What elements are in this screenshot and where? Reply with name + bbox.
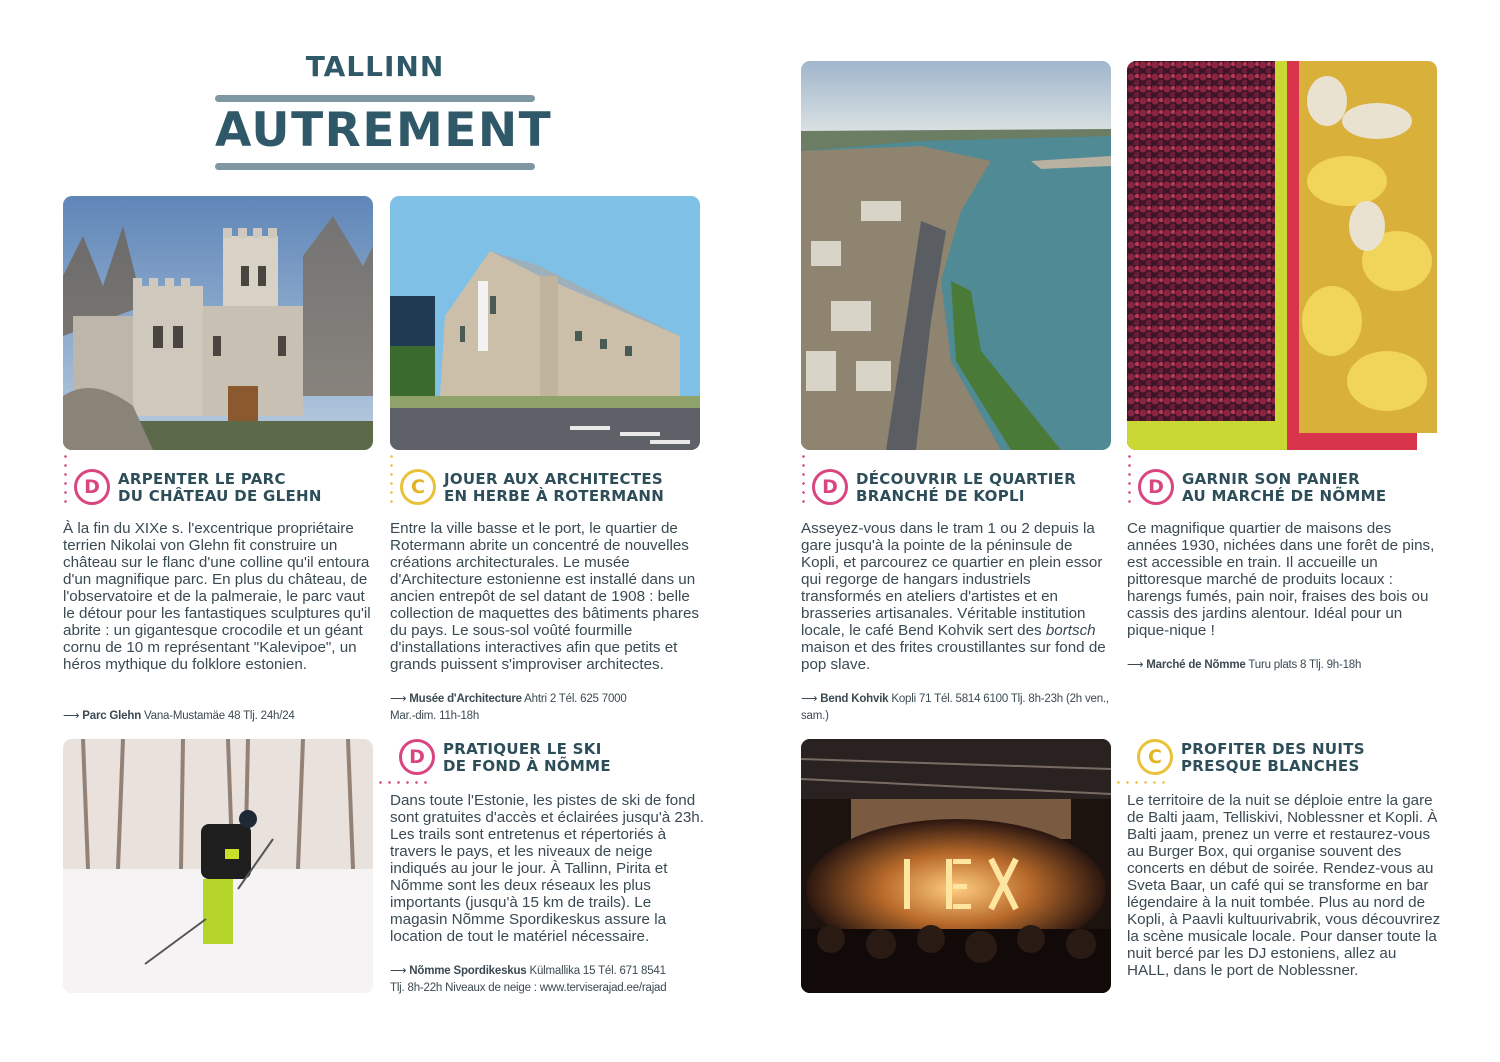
card-body-glehn: À la fin du XIXe s. l'excentrique propriétaire terrien Nikolai von Glehn fit construire un château sur le flanc d'une colline qu'il entoura d'un magnifique parc. En plus du château, de l'observatoire et de la palmeraie, le parc vaut le détour pour les fantastiques sculptures qu'il abrite : un gigantesque crocodile et un géant cornu de 10 m représentant "Kalevipoe", un héros mythique du folklore estonien.	[63, 520, 371, 673]
berries-mushrooms-photo	[1127, 61, 1437, 450]
page-title: AUTREMENT	[215, 103, 553, 158]
dotted-connector	[390, 452, 393, 504]
dotted-connector	[1114, 781, 1166, 784]
card-info-market	[1127, 657, 1439, 674]
rating-badge-c: C	[1137, 739, 1173, 775]
title-rule-top	[215, 95, 535, 102]
card-body-nights: Le territoire de la nuit se déploie entre la gare de Balti jaam, Telliskivi, Noblessner et Kopli. À Balti jaam, prenez un verre et restaurez-vous au Burger Box, qui organise souvent des concerts en début de soirée. Rendez-vous au Sveta Baar, un café qui se transforme en bar légendaire à la nuit tombée. Plus au nord de Kopli, à Paavli kultuurivabrik, vous découvrirez la scène musicale locale. Pour danser toute la nuit bercé par les DJ estoniens, allez au HALL, dans le port de Noblessner.	[1127, 792, 1441, 979]
rating-badge-d: D	[74, 469, 110, 505]
card-body-ski: Dans toute l'Estonie, les pistes de ski de fond sont gratuites d'accès et éclairées jusqu'à 23h. Les trails sont entretenus et répertoriés à travers le pays, et les niveaux de neige indiqués au jour le jour. À Tallinn, Pirita et Nõmme sont les deux réseaux les plus importants (jusqu'à 15 km de trails). Le magasin Nõmme Spordikeskus assure la location de tout le matériel nécessaire.	[390, 792, 704, 945]
card-heading-rotermann	[400, 469, 710, 505]
dotted-connector	[1128, 452, 1131, 504]
rating-badge-d: D	[1138, 469, 1174, 505]
castle-photo	[63, 196, 373, 450]
heading-line: DE FOND À NÕMME	[443, 757, 611, 775]
arrow-icon: ⟶	[390, 965, 407, 977]
info-detail: Ahtri 2 Tél. 625 7000	[524, 693, 627, 705]
heading-line: DÉCOUVRIR LE QUARTIER	[856, 470, 1077, 488]
info-place-name: Parc Glehn	[82, 710, 142, 722]
info-place-name: Bend Kohvik	[820, 693, 889, 705]
card-body-rotermann: Entre la ville basse et le port, le quartier de Rotermann abrite un concentré de nouvelles créations architecturales. Le musée d'Architecture estonienne est installé dans un ancien entrepôt de sel datant de 1908 : belle collection de maquettes des bâtiments phares du pays. Le sous-sol voûté fourmille d'installations interactives afin que petits et grands puissent s'improviser architectes.	[390, 520, 699, 673]
info-hours: Mar.-dim. 11h-18h	[390, 710, 480, 722]
heading-line: BRANCHÉ DE KOPLI	[856, 487, 1025, 505]
card-info-glehn	[63, 708, 375, 725]
heading-line: GARNIR SON PANIER	[1182, 470, 1360, 488]
info-detail: Kopli 71 Tél. 5814 6100 Tlj. 8h-23h (2h ven., sam.)	[801, 693, 1109, 722]
heading-line: ARPENTER LE PARC	[118, 470, 286, 488]
heading-line: DU CHÂTEAU DE GLEHN	[118, 487, 322, 505]
info-place-name: Marché de Nõmme	[1146, 659, 1246, 671]
card-heading-kopli	[812, 469, 1112, 505]
dish-name: bortsch	[1045, 622, 1096, 639]
dotted-connector	[802, 452, 805, 504]
title-rule-bottom	[215, 163, 535, 170]
rating-badge-d: D	[399, 739, 435, 775]
card-info-rotermann	[390, 691, 704, 725]
card-heading-ski	[399, 739, 709, 775]
dotted-connector	[64, 452, 67, 504]
salt-warehouse-photo	[390, 196, 700, 450]
info-detail: Vana-Mustamäe 48 Tlj. 24h/24	[144, 710, 295, 722]
info-hours: Tlj. 8h-22h Niveaux de neige : www.terviserajad.ee/rajad	[390, 982, 667, 994]
info-place-name: Musée d'Architecture	[409, 693, 522, 705]
arrow-icon: ⟶	[390, 693, 407, 705]
heading-line: PRATIQUER LE SKI	[443, 740, 602, 758]
concert-photo	[801, 739, 1111, 993]
card-body-market: Ce magnifique quartier de maisons des années 1930, nichées dans une forêt de pins, est accessible en train. Il accueille un pittoresque marché de produits locaux : harengs fumés, pain noir, fraises des bois ou cassis des jardins alentour. Idéal pour un pique-nique !	[1127, 520, 1435, 639]
rating-badge-c: C	[400, 469, 436, 505]
heading-line: PRESQUE BLANCHES	[1181, 757, 1360, 775]
heading-line: JOUER AUX ARCHITECTES	[444, 470, 664, 488]
kopli-aerial-photo	[801, 61, 1111, 450]
dotted-connector	[376, 781, 428, 784]
arrow-icon: ⟶	[63, 710, 80, 722]
arrow-icon: ⟶	[801, 693, 818, 705]
card-body-kopli: Asseyez-vous dans le tram 1 ou 2 depuis la gare jusqu'à la pointe de la péninsule de Kopli, et parcourez ce quartier en plein essor qui regorge de hangars industriels transformés en ateliers d'artistes et en brasseries artisanales. Véritable institution locale, le café Bend Kohvik sert des bortsch maison et des frites croustillantes sur fond de pop slave.	[801, 520, 1106, 673]
card-info-kopli	[801, 691, 1121, 725]
skier-photo	[63, 739, 373, 993]
card-heading-glehn	[74, 469, 374, 505]
card-heading-nights	[1137, 739, 1447, 775]
arrow-icon: ⟶	[1127, 659, 1144, 671]
heading-line: EN HERBE À ROTERMANN	[444, 487, 665, 505]
info-place-name: Nõmme Spordikeskus	[409, 965, 527, 977]
card-info-ski	[390, 963, 710, 997]
heading-line: AU MARCHÉ DE NÕMME	[1182, 487, 1387, 505]
info-detail: Külmallika 15 Tél. 671 8541	[529, 965, 666, 977]
info-detail: Turu plats 8 Tlj. 9h-18h	[1248, 659, 1362, 671]
heading-line: PROFITER DES NUITS	[1181, 740, 1365, 758]
card-heading-market	[1138, 469, 1438, 505]
page-supertitle: TALLINN	[305, 50, 445, 83]
rating-badge-d: D	[812, 469, 848, 505]
